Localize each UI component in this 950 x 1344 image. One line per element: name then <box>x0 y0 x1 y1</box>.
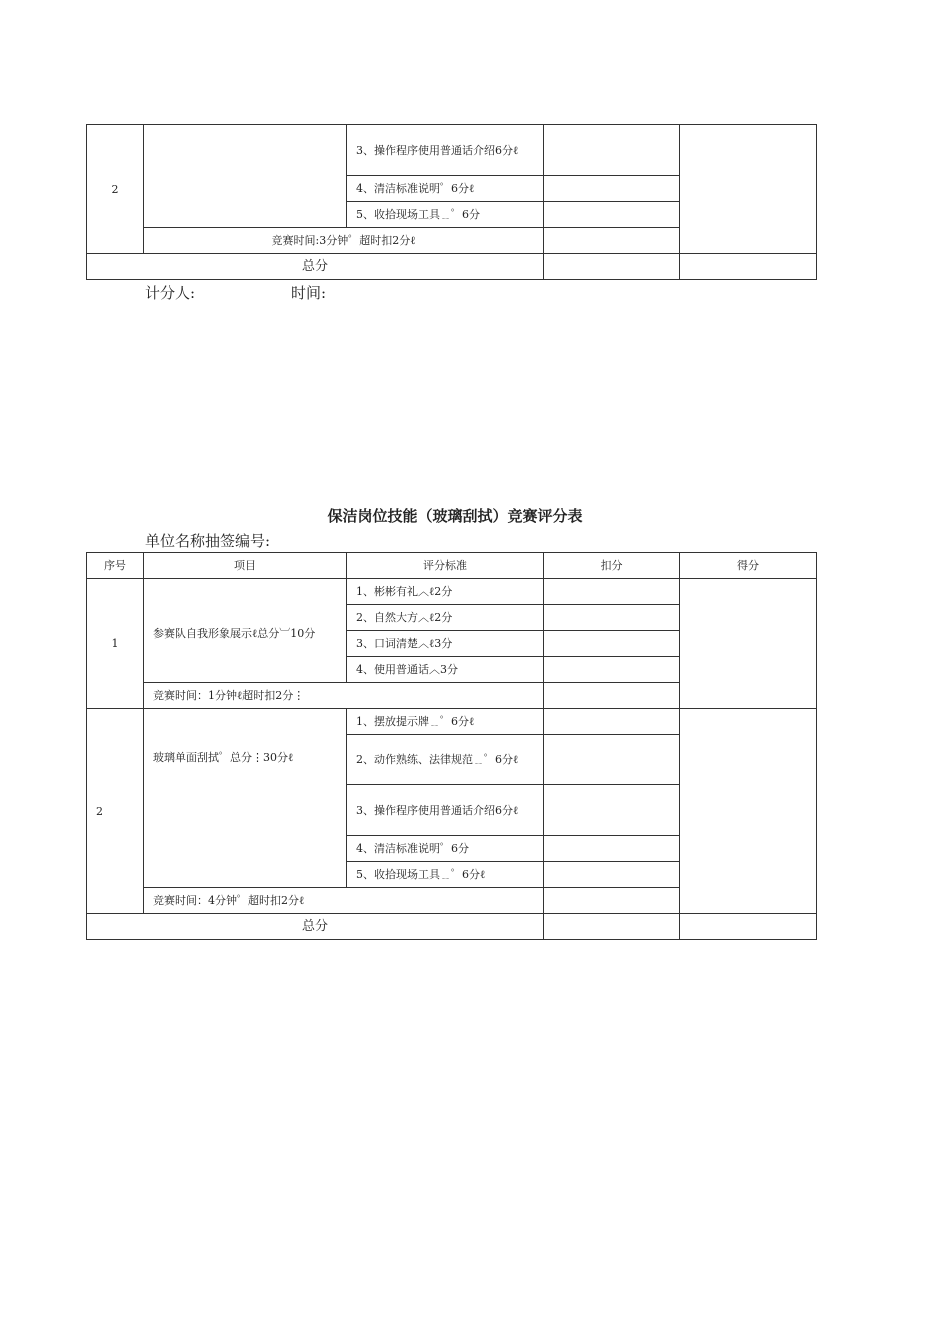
total-score-cell <box>680 914 817 940</box>
deduct-cell <box>544 735 680 785</box>
deduct-cell <box>544 785 680 836</box>
deduct-cell <box>544 888 680 914</box>
time-cell: 竞赛时间：1分钟ℓ超时扣2分⋮ <box>144 683 544 709</box>
deduct-cell <box>544 125 680 176</box>
criteria-cell: 1、彬彬有礼︿ℓ2分 <box>347 579 544 605</box>
criteria-cell: 1、摆放提示牌﹎゜6分ℓ <box>347 709 544 735</box>
deduct-cell <box>544 228 680 254</box>
time-label: 时间: <box>291 284 327 302</box>
criteria-cell: 3、操作程序使用普通话介绍6分ℓ <box>347 785 544 836</box>
header-criteria: 评分标准 <box>347 553 544 579</box>
header-item: 项目 <box>144 553 347 579</box>
total-score-cell <box>680 254 817 280</box>
score-cell <box>680 579 817 709</box>
criteria-cell: 5、收拾现场工具﹎゜6分 <box>347 202 544 228</box>
item-cell: 参赛队自我形象展示ℓ总分︺10分 <box>144 579 347 683</box>
deduct-cell <box>544 631 680 657</box>
criteria-cell: 4、清洁标准说明゜6分 <box>347 836 544 862</box>
table-row <box>87 125 817 176</box>
item-cell: 玻璃单面刮拭゜总分⋮30分ℓ <box>144 709 347 888</box>
criteria-cell: 3、口词清楚︿ℓ3分 <box>347 631 544 657</box>
deduct-cell <box>544 605 680 631</box>
serial-cell: 2 <box>87 709 144 914</box>
criteria-cell: 4、清洁标准说明゜6分ℓ <box>347 176 544 202</box>
deduct-cell <box>544 579 680 605</box>
deduct-cell <box>544 709 680 735</box>
deduct-cell <box>544 176 680 202</box>
criteria-cell: 2、动作熟练、法律规范﹎゜6分ℓ <box>347 735 544 785</box>
unit-label: 单位名称抽签编号: <box>145 532 271 550</box>
table-row <box>87 709 817 735</box>
criteria-cell: 5、收拾现场工具﹎゜6分ℓ <box>347 862 544 888</box>
deduct-cell <box>544 862 680 888</box>
scorer-line <box>145 282 327 303</box>
total-label: 总分 <box>87 254 544 280</box>
scorer-label: 计分人: <box>145 284 196 302</box>
time-cell: 竞赛时间:3分钟゜超时扣2分ℓ <box>144 228 544 254</box>
score-cell <box>680 125 817 254</box>
criteria-cell: 4、使用普通话︿3分 <box>347 657 544 683</box>
serial-cell: 1 <box>87 579 144 709</box>
form-title: 保洁岗位技能（玻璃刮拭）竞赛评分表 <box>327 507 583 525</box>
header-row <box>87 553 817 579</box>
deduct-cell <box>544 657 680 683</box>
header-serial: 序号 <box>87 553 144 579</box>
deduct-cell <box>544 836 680 862</box>
time-cell: 竞赛时间：4分钟゜超时扣2分ℓ <box>144 888 544 914</box>
table-row <box>87 914 817 940</box>
total-deduct-cell <box>544 254 680 280</box>
score-table <box>86 552 817 940</box>
header-deduct: 扣分 <box>544 553 680 579</box>
header-score: 得分 <box>680 553 817 579</box>
table-row <box>87 579 817 605</box>
criteria-cell: 2、自然大方︿ℓ2分 <box>347 605 544 631</box>
total-label: 总分 <box>87 914 544 940</box>
criteria-cell: 3、操作程序使用普通话介绍6分ℓ <box>347 125 544 176</box>
deduct-cell <box>544 683 680 709</box>
item-cell <box>144 125 347 228</box>
serial-cell: 2 <box>87 125 144 254</box>
total-deduct-cell <box>544 914 680 940</box>
score-table-continued <box>86 124 817 280</box>
deduct-cell <box>544 202 680 228</box>
table-row <box>87 254 817 280</box>
score-cell <box>680 709 817 914</box>
